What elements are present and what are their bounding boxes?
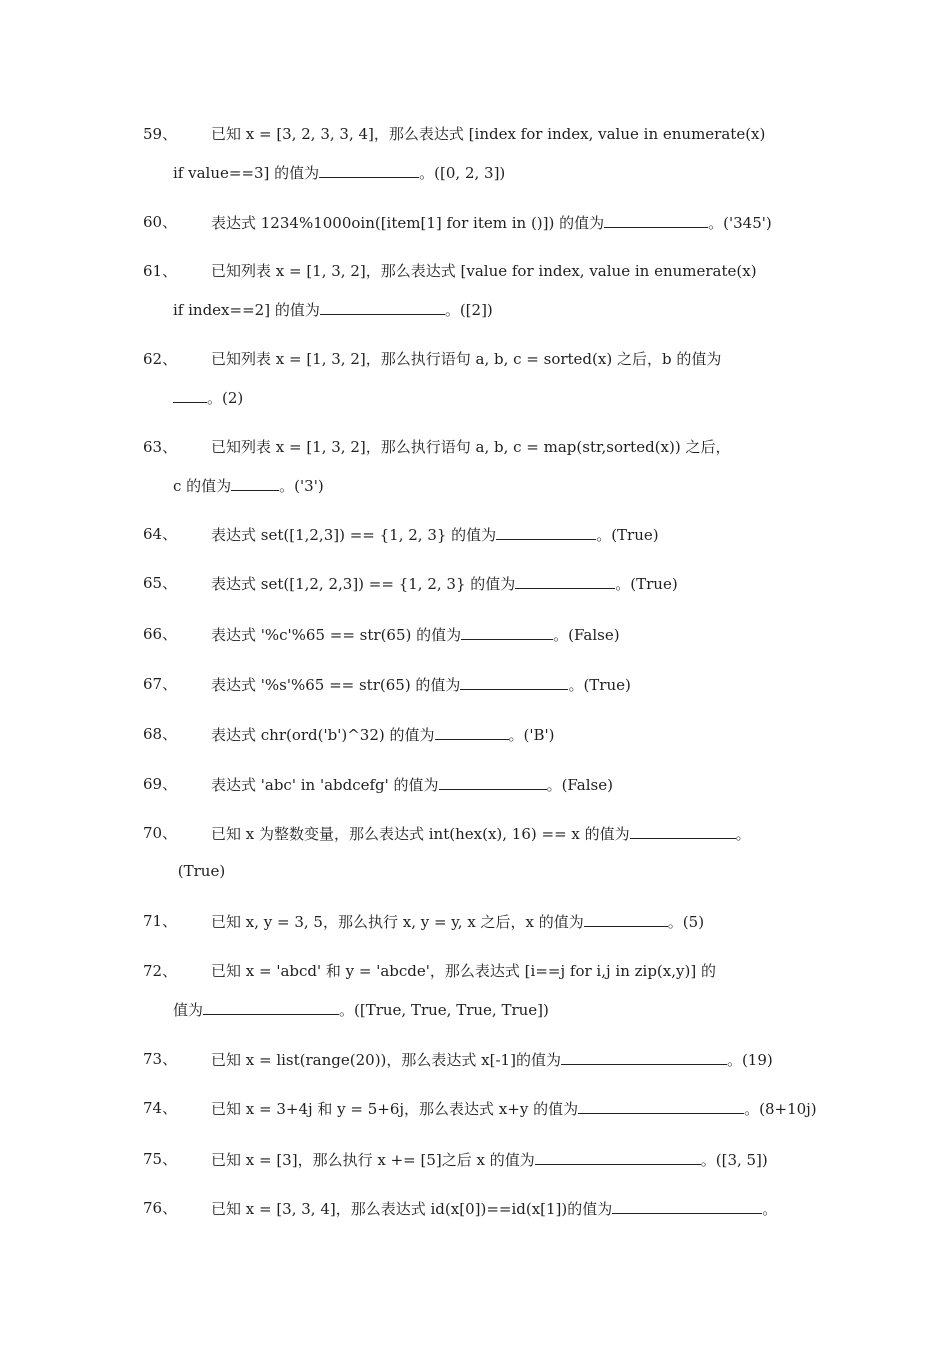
- question-62: [143, 347, 813, 423]
- answer: (True): [173, 862, 226, 880]
- question-text: 已知 x = [3]，那么执行 x += [5]之后 x 的值为: [211, 1151, 535, 1169]
- answer: 。(True): [615, 575, 678, 593]
- answer: 。(2): [207, 389, 244, 407]
- question-text: 已知列表 x = [1, 3, 2]，那么表达式 [value for index, value in enumerate(x): [211, 262, 757, 280]
- answer: 。(19): [726, 1051, 773, 1069]
- question-number: 76、: [143, 1199, 178, 1217]
- question-64: [143, 522, 813, 560]
- question-number: 71、: [143, 912, 178, 930]
- question-61: [143, 259, 813, 335]
- question-67: [143, 672, 813, 710]
- question-number: 72、: [143, 962, 178, 980]
- answer-blank: [203, 997, 339, 1015]
- question-63: [143, 435, 813, 511]
- answer: 。('B'): [508, 726, 555, 744]
- question-number: 60、: [143, 213, 178, 231]
- question-text: 已知 x 为整数变量，那么表达式 int(hex(x), 16) == x 的值为: [211, 825, 630, 843]
- question-74: [143, 1096, 817, 1134]
- answer-blank: [461, 622, 553, 640]
- answer-blank: [460, 672, 568, 690]
- question-text: 表达式 1234%1000oin([item[1] for item in ()]) 的值为: [211, 214, 605, 232]
- answer: 。(True): [596, 526, 659, 544]
- question-number: 74、: [143, 1099, 178, 1117]
- answer-period: 。: [735, 825, 751, 843]
- question-59: [143, 122, 813, 198]
- answer-blank: [515, 571, 615, 589]
- question-number: 69、: [143, 775, 178, 793]
- question-number: 73、: [143, 1050, 178, 1068]
- answer: 。([2]): [444, 301, 493, 319]
- answer: 。(True): [568, 676, 631, 694]
- question-text: 表达式 'abc' in 'abdcefg' 的值为: [211, 776, 439, 794]
- answer: 。(False): [553, 626, 620, 644]
- answer-blank: [584, 909, 668, 927]
- question-number: 65、: [143, 574, 178, 592]
- answer: 。(False): [546, 776, 613, 794]
- question-68: [143, 722, 813, 760]
- question-number: 63、: [143, 438, 178, 456]
- question-73: [143, 1047, 813, 1085]
- question-text-cont: 值为: [173, 1001, 204, 1019]
- answer-blank: [496, 522, 596, 540]
- answer: 。([True, True, True, True]): [339, 1001, 549, 1019]
- answer: 。([0, 2, 3]): [419, 164, 506, 182]
- question-number: 64、: [143, 525, 178, 543]
- answer: 。('345'): [708, 214, 772, 232]
- answer-blank: [561, 1047, 727, 1065]
- question-75: [143, 1147, 813, 1185]
- question-text: 已知 x = [3, 3, 4]，那么表达式 id(x[0])==id(x[1])的值为: [211, 1200, 613, 1218]
- question-number: 67、: [143, 675, 178, 693]
- question-70: [143, 821, 813, 897]
- answer-blank: [319, 160, 419, 178]
- answer-blank: [630, 821, 736, 839]
- question-text: 已知 x = 3+4j 和 y = 5+6j，那么表达式 x+y 的值为: [211, 1100, 579, 1118]
- question-text: 表达式 set([1,2,3]) == {1, 2, 3} 的值为: [211, 526, 497, 544]
- answer: 。('3'): [279, 477, 324, 495]
- answer: 。(8+10j): [744, 1100, 817, 1118]
- question-text-cont: if index==2] 的值为: [173, 301, 320, 319]
- question-number: 68、: [143, 725, 178, 743]
- question-65: [143, 571, 813, 609]
- question-text: 表达式 set([1,2, 2,3]) == {1, 2, 3} 的值为: [211, 575, 516, 593]
- answer-blank: [320, 297, 445, 315]
- answer-blank: [578, 1096, 744, 1114]
- question-60: [143, 210, 813, 248]
- answer-blank: [612, 1196, 762, 1214]
- question-text: 表达式 '%c'%65 == str(65) 的值为: [211, 626, 462, 644]
- question-number: 66、: [143, 625, 178, 643]
- question-76: [143, 1196, 813, 1234]
- answer-blank: [604, 210, 708, 228]
- answer-blank: [173, 385, 207, 403]
- question-text-cont: if value==3] 的值为: [173, 164, 320, 182]
- question-number: 61、: [143, 262, 178, 280]
- question-text: 已知 x = list(range(20))，那么表达式 x[-1]的值为: [211, 1051, 561, 1069]
- question-text: 已知 x = 'abcd' 和 y = 'abcde'，那么表达式 [i==j for i,j in zip(x,y)] 的: [211, 962, 716, 980]
- answer-blank: [435, 722, 509, 740]
- question-number: 75、: [143, 1150, 178, 1168]
- question-number: 70、: [143, 824, 178, 842]
- answer: 。: [762, 1200, 778, 1218]
- question-66: [143, 622, 813, 660]
- answer-blank: [231, 473, 279, 491]
- answer-blank: [535, 1147, 701, 1165]
- question-text: 已知 x = [3, 2, 3, 3, 4]，那么表达式 [index for index, value in enumerate(x): [211, 125, 766, 143]
- answer: 。(5): [667, 913, 705, 931]
- answer: 。([3, 5]): [700, 1151, 768, 1169]
- question-text: 已知 x, y = 3, 5，那么执行 x, y = y, x 之后，x 的值为: [211, 913, 584, 931]
- question-text: 已知列表 x = [1, 3, 2]，那么执行语句 a, b, c = sorted(x) 之后，b 的值为: [211, 350, 722, 368]
- question-text: 已知列表 x = [1, 3, 2]，那么执行语句 a, b, c = map(str,sorted(x)) 之后，: [211, 438, 731, 456]
- answer-blank: [439, 772, 547, 790]
- question-text: 表达式 chr(ord('b')^32) 的值为: [211, 726, 435, 744]
- question-number: 62、: [143, 350, 178, 368]
- question-number: 59、: [143, 125, 178, 143]
- question-text: 表达式 '%s'%65 == str(65) 的值为: [211, 676, 461, 694]
- question-69: [143, 772, 813, 810]
- question-72: [143, 959, 813, 1035]
- question-71: [143, 909, 813, 947]
- question-text-cont: c 的值为: [173, 477, 232, 495]
